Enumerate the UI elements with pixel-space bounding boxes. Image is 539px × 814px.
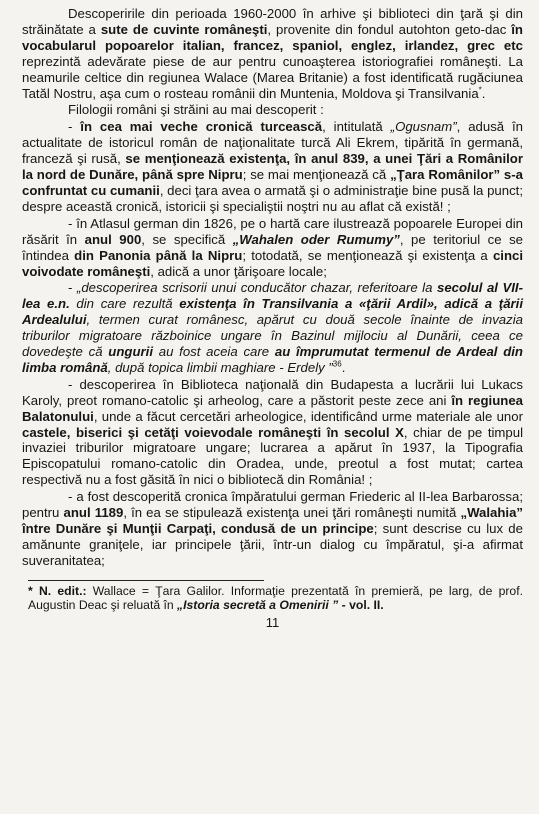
paragraph <box>22 102 523 118</box>
paragraph <box>22 377 523 488</box>
text-run: - în Atlasul german din 1826, pe o hartă care ilustrează popoarele Europei din răsărit în <box>22 215 523 247</box>
text-run: , deci ţara avea o armată şi o administraţie bine pusă la punct; despre această cronică, istoricii şi specialiştii noştri nu au aflat că există! ; <box>22 182 524 214</box>
text-run: - descoperirea în Biblioteca naţională din Budapesta a lucrării lui Lukacs Karoly, preot romano-catolic şi arheolog, care a păstorit peste zece ani <box>22 376 523 408</box>
text-run: „Istoria secretă a Omenirii ” <box>177 598 339 613</box>
text-run: ungurii <box>108 344 153 360</box>
text-run: , adusă în actualitate de istoricul român de naţionalitate turcă Ali Ekrem, tipărită în germană, franceză şi rusă, <box>22 119 524 167</box>
text-run: , pe teritoriul ce se întindea <box>22 231 524 263</box>
text-run: - a fost descoperită cronica împăratului german Friederic al II-lea Barbarossa; pentru <box>22 489 523 521</box>
text-run: anul 900 <box>84 231 142 247</box>
text-run: „Walahia” între Dunăre şi Munţii Carpaţi, condusă de un principe <box>22 505 523 536</box>
paragraph <box>22 119 523 214</box>
text-run: în vocabularul popoarelor italian, francez, spaniol, englez, irlandez, grec etc <box>22 21 523 53</box>
text-run: , se specifică <box>141 231 233 247</box>
text-run: existenţa în Transilvania a «ţării Ardil», adică a ţării Ardealului <box>22 296 523 328</box>
text-run: ; sunt descrise cu lux de amănunte graniţele, iar principele ţării, într-un dialog cu împăratul, şi-a afirmat suveranitatea; <box>22 521 523 568</box>
text-run: , intitulată <box>322 119 391 135</box>
text-run: „descoperirea scrisorii unui conducător chazar, referitoare la <box>76 280 437 296</box>
text-run: castele, biserici şi cetăţi voievodale româneşti în secolul X <box>22 424 404 440</box>
text-run: - vol. II. <box>338 598 384 613</box>
text-run: - <box>68 280 77 296</box>
text-run: , provenite din fondul autohton geto-dac <box>267 21 512 37</box>
text-run: din care rezultă <box>69 296 180 312</box>
text-run: * N. edit.: <box>28 583 87 598</box>
text-run: - <box>68 119 81 135</box>
text-run: în regiunea Balatonului <box>22 392 523 424</box>
footnote-marker: * <box>478 85 482 95</box>
text-run: , unde a făcut cercetări arheologice, identificând urme materiale ale unor <box>93 408 523 424</box>
text-run: , termen curat românesc, apărut cu două secole înainte de invazia triburilor migratoare războinice ungare în Bazinul mijlociu al Dunării, ceea ce dovedeşte că <box>22 312 523 360</box>
text-run: Wallace = Ţara Galilor. Informaţie prezentată în premieră, pe larg, de prof. Augustin Deac şi reluată în <box>28 583 523 613</box>
text-run: , adică a unor ţărişoare locale; <box>150 263 327 279</box>
text-run: . <box>341 359 346 375</box>
text-run: , în ea se stipulează existenţa unei ţări româneşti numită <box>123 505 461 521</box>
text-run: din Panonia până la Nipru <box>74 247 243 263</box>
paragraph <box>22 216 523 280</box>
text-run: , chiar de pe timpul invaziei triburilor migratoare ungare; lucrarea a apărut în 1937, la Tipografia Episcopatului romano-catolic din Oradea, unde, preotul a fost mutat; cartea respectivă nu a fost găsită în nici o bibliotecă din România! ; <box>22 424 524 488</box>
text-run: Filologii români şi străini au mai descoperit : <box>68 102 324 118</box>
paragraph <box>22 280 523 375</box>
text-run: cinci voivodate româneşti <box>22 247 524 279</box>
footnote <box>28 584 523 613</box>
text-run: au împrumutat termenul de Ardeal din limba română <box>22 344 523 375</box>
paragraph <box>22 489 523 569</box>
text-run: „Ogusnam” <box>390 119 457 135</box>
text-run: au fost aceia care <box>152 344 275 360</box>
text-run: ; totodată, se menţionează şi existenţa a <box>242 247 493 263</box>
footnote-marker: 36 <box>332 359 342 369</box>
text-run: anul 1189 <box>63 505 124 521</box>
text-run: . <box>481 85 486 101</box>
text-run: se menţionează existenţa, în anul 839, a unei Ţări a Românilor la nord de Dunăre, până spre Nipru <box>22 151 523 183</box>
text-run: „Ţara Românilor” s-a confruntat cu cumanii <box>22 167 523 198</box>
text-run: „Wahalen oder Rumumy” <box>232 231 400 247</box>
text-run: , după topica limbii maghiare - Erdely ” <box>107 359 333 375</box>
text-run: secolul al VII-lea e.n. <box>22 280 523 312</box>
text-run: reprezintă adevărate piese de aur pentru cunoaşterea istoriografiei româneşti. La neamurile celtice din regiunea Walace (Marea Britanie) a fost identificată rugăciunea Tatăl Nostru, aşa cum o rosteau românii din Muntenia, Moldova şi Transilvania <box>22 53 523 101</box>
text-run: sute de cuvinte româneşti <box>100 21 268 37</box>
paragraph <box>22 6 523 101</box>
page-number: 11 <box>265 614 280 630</box>
body-text <box>22 6 523 569</box>
text-run: Descoperirile din perioada 1960-2000 în arhive şi biblioteci din ţară şi din străinătate a <box>22 6 523 37</box>
footnote-divider <box>28 580 264 581</box>
text-run: în cea mai veche cronică turcească <box>80 119 323 135</box>
text-run: ; se mai menţionează că <box>242 167 391 183</box>
